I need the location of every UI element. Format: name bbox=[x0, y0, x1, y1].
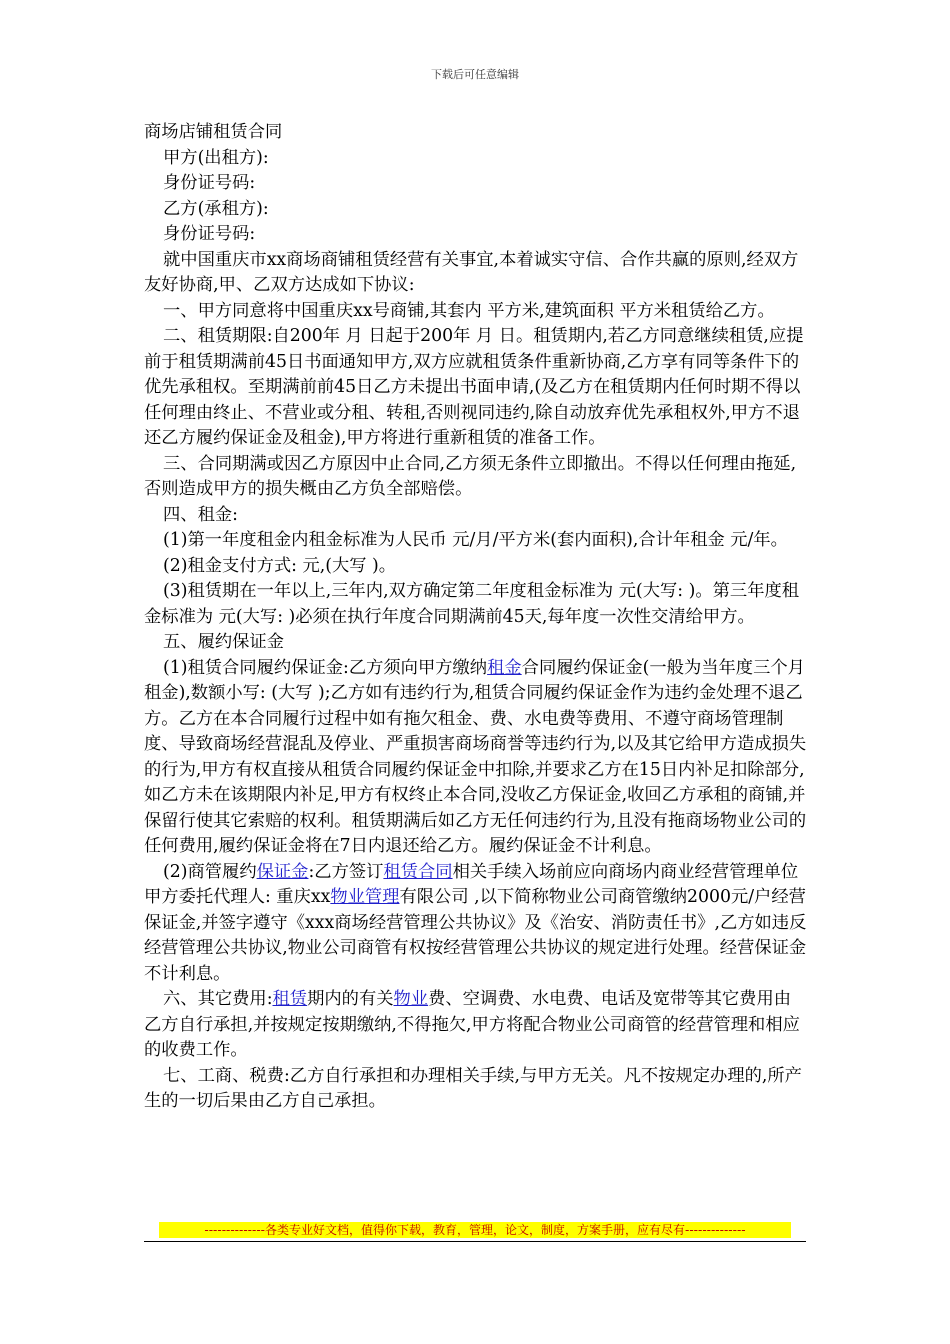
page-header: 下载后可任意编辑 bbox=[431, 68, 519, 81]
clause-5-2-text-c: 相关手续入场前应向商场内商业经营管理单位甲方委托代理人: 重庆xx bbox=[144, 861, 799, 907]
clause-5-2 bbox=[144, 860, 808, 988]
clause-5-2-text-a: (2)商管履约 bbox=[163, 861, 257, 882]
contract-body bbox=[144, 120, 808, 1115]
clause-5-2-text-b: :乙方签订 bbox=[308, 861, 384, 882]
footer-banner: --------------各类专业好文档，值得你下载，教育，管理，论文，制度，方案手册，应有尽有-------------- bbox=[204, 1223, 746, 1237]
clause-5-1-text-b: 合同履约保证金(一般为当年度三个月租金),数额小写: (大写 );乙方如有违约行为,租赁合同履约保证金作为违约金处理不退乙方。乙方在本合同履行过程中如有拖欠租金、费、水电费等费用、不遵守商场管理制度、导致商场经营混乱及停业、严重损害商场商誉等违约行为,以及其它给甲方造成损失的行为,甲方有权直接从租赁合同履约保证金中扣除,并要求乙方在15日内补足扣除部分,如乙方未在该期限内补足,甲方有权终止本合同,没收乙方保证金,收回乙方承租的商铺,并保留行使其它索赔的权利。租赁期满后如乙方无任何违约行为,且没有拖商场物业公司的任何费用,履约保证金将在7日内退还给乙方。履约保证金不计利息。 bbox=[144, 657, 807, 856]
link-property[interactable]: 物业 bbox=[393, 989, 429, 1009]
clause-6-text-b: 期内的有关 bbox=[307, 989, 394, 1009]
party-b-line: 乙方(承租方): bbox=[163, 198, 269, 219]
link-property-management[interactable]: 物业管理 bbox=[330, 887, 400, 907]
clause-6-text-c: 费、空调费、水电费、电话及宽带等其它费用由乙方自行承担,并按规定按期缴纳,不得拖欠,甲方将配合物业公司商管的经营管理和相应的收费工作。 bbox=[144, 989, 800, 1060]
clause-5-1-text-a: (1)租赁合同履约保证金:乙方须向甲方缴纳 bbox=[163, 657, 488, 678]
clause-3-termination: 三、合同期满或因乙方原因中止合同,乙方须无条件立即撤出。不得以任何理由拖延,否则造成甲方的损失概由乙方负全部赔偿。 bbox=[144, 453, 797, 499]
link-deposit[interactable]: 保证金 bbox=[256, 861, 309, 882]
link-lease-contract[interactable]: 租赁合同 bbox=[383, 861, 453, 882]
clause-7-tax: 七、工商、税费:乙方自行承担和办理相关手续,与甲方无关。凡不按规定办理的,所产生的一切后果由乙方自己承担。 bbox=[144, 1065, 802, 1111]
clause-5-2-text-d: 有限公司 ,以下简称物业公司商管缴纳2000元/户经营保证金,并签字遵守《xxx商场经营管理公共协议》及《治安、消防责任书》,乙方如违反经营管理公共协议,物业公司商管有权按经营管理公共协议的规定进行处理。经营保证金不计利息。 bbox=[144, 887, 807, 984]
clause-4-3: (3)租赁期在一年以上,三年内,双方确定第二年度租金标准为 元(大写: )。第三年度租金标准为 元(大写: )必须在执行年度合同期满前45天,每年度一次性交清给甲方。 bbox=[144, 581, 800, 627]
party-a-line: 甲方(出租方): bbox=[163, 147, 269, 168]
clause-5-deposit-heading: 五、履约保证金 bbox=[163, 632, 284, 652]
party-a-id-line: 身份证号码: bbox=[163, 173, 256, 193]
document-title: 商场店铺租赁合同 bbox=[144, 122, 283, 142]
footer-divider bbox=[144, 1241, 806, 1242]
clause-5-1 bbox=[144, 656, 808, 860]
clause-4-rent-heading: 四、租金: bbox=[163, 504, 238, 525]
clause-1: 一、甲方同意将中国重庆xx号商铺,其套内 平方米,建筑面积 平方米租赁给乙方。 bbox=[163, 300, 775, 321]
clause-2-lease-term: 二、租赁期限:自200年 月 日起于200年 月 日。租赁期内,若乙方同意继续租赁,应提前于租赁期满前45日书面通知甲方,双方应就租赁条件重新协商,乙方享有同等条件下的优先承租权。至期满前前45日乙方未提出书面申请,(及乙方在租赁期内任何时期不得以任何理由终止、不营业或分租、转租,否则视同违约,除自动放弃优先承租权外,甲方不退还乙方履约保证金及租金),甲方将进行重新租赁的准备工作。 bbox=[144, 326, 804, 448]
clause-6-text-a: 六、其它费用: bbox=[163, 989, 273, 1009]
clause-4-2: (2)租金支付方式: 元,(大写 )。 bbox=[163, 555, 397, 576]
intro-paragraph: 就中国重庆市xx商场商铺租赁经营有关事宜,本着诚实守信、合作共赢的原则,经双方友好协商,甲、乙双方达成如下协议: bbox=[144, 249, 799, 295]
link-rent[interactable]: 租金 bbox=[487, 657, 522, 678]
party-b-id-line: 身份证号码: bbox=[163, 224, 256, 244]
clause-6-other-fees bbox=[144, 987, 808, 1064]
clause-4-1: (1)第一年度租金内租金标准为人民币 元/月/平方米(套内面积),合计年租金 元/年。 bbox=[163, 530, 788, 550]
link-lease[interactable]: 租赁 bbox=[272, 989, 308, 1009]
